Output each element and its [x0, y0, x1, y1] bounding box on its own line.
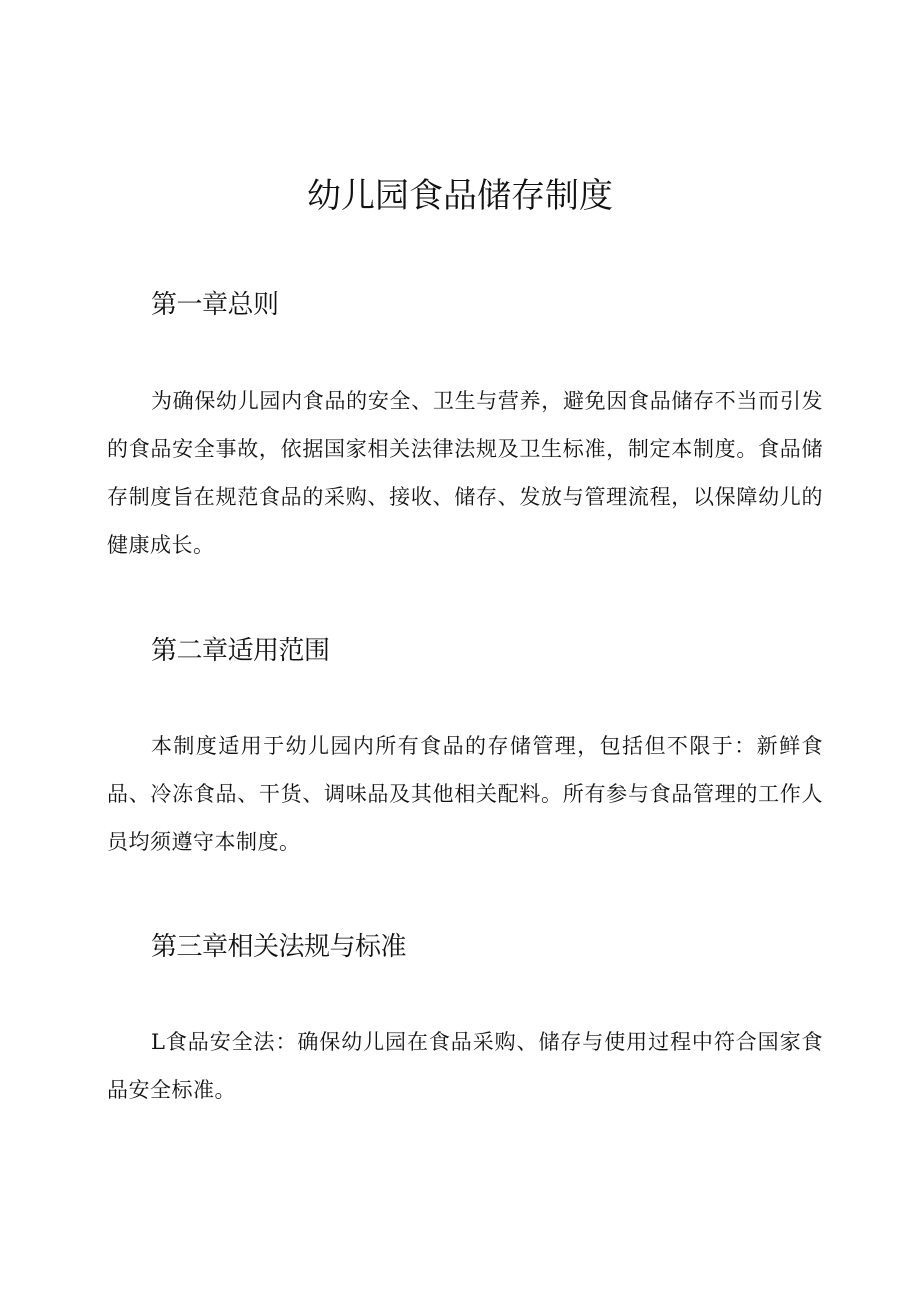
chapter-1-heading: 第一章总则 [151, 290, 279, 320]
chapter-1-paragraph: 为确保幼儿园内食品的安全、卫生与营养，避免因食品储存不当而引发的食品安全事故，依据国家相关法律法规及卫生标准，制定本制度。食品储存制度旨在规范食品的采购、接收、储存、发放与管理流程，以保障幼儿的健康成长。 [107, 389, 823, 557]
chapter-2-paragraph: 本制度适用于幼儿园内所有食品的存储管理，包括但不限于：新鲜食品、冷冻食品、干货、调味品及其他相关配料。所有参与食品管理的工作人员均须遵守本制度。 [107, 734, 823, 854]
document-title: 幼儿园食品储存制度 [307, 176, 613, 216]
chapter-3-heading: 第三章相关法规与标准 [151, 932, 407, 962]
chapter-3-paragraph: L食品安全法：确保幼儿园在食品采购、储存与使用过程中符合国家食品安全标准。 [107, 1030, 823, 1102]
chapter-2-heading: 第二章适用范围 [151, 636, 330, 666]
